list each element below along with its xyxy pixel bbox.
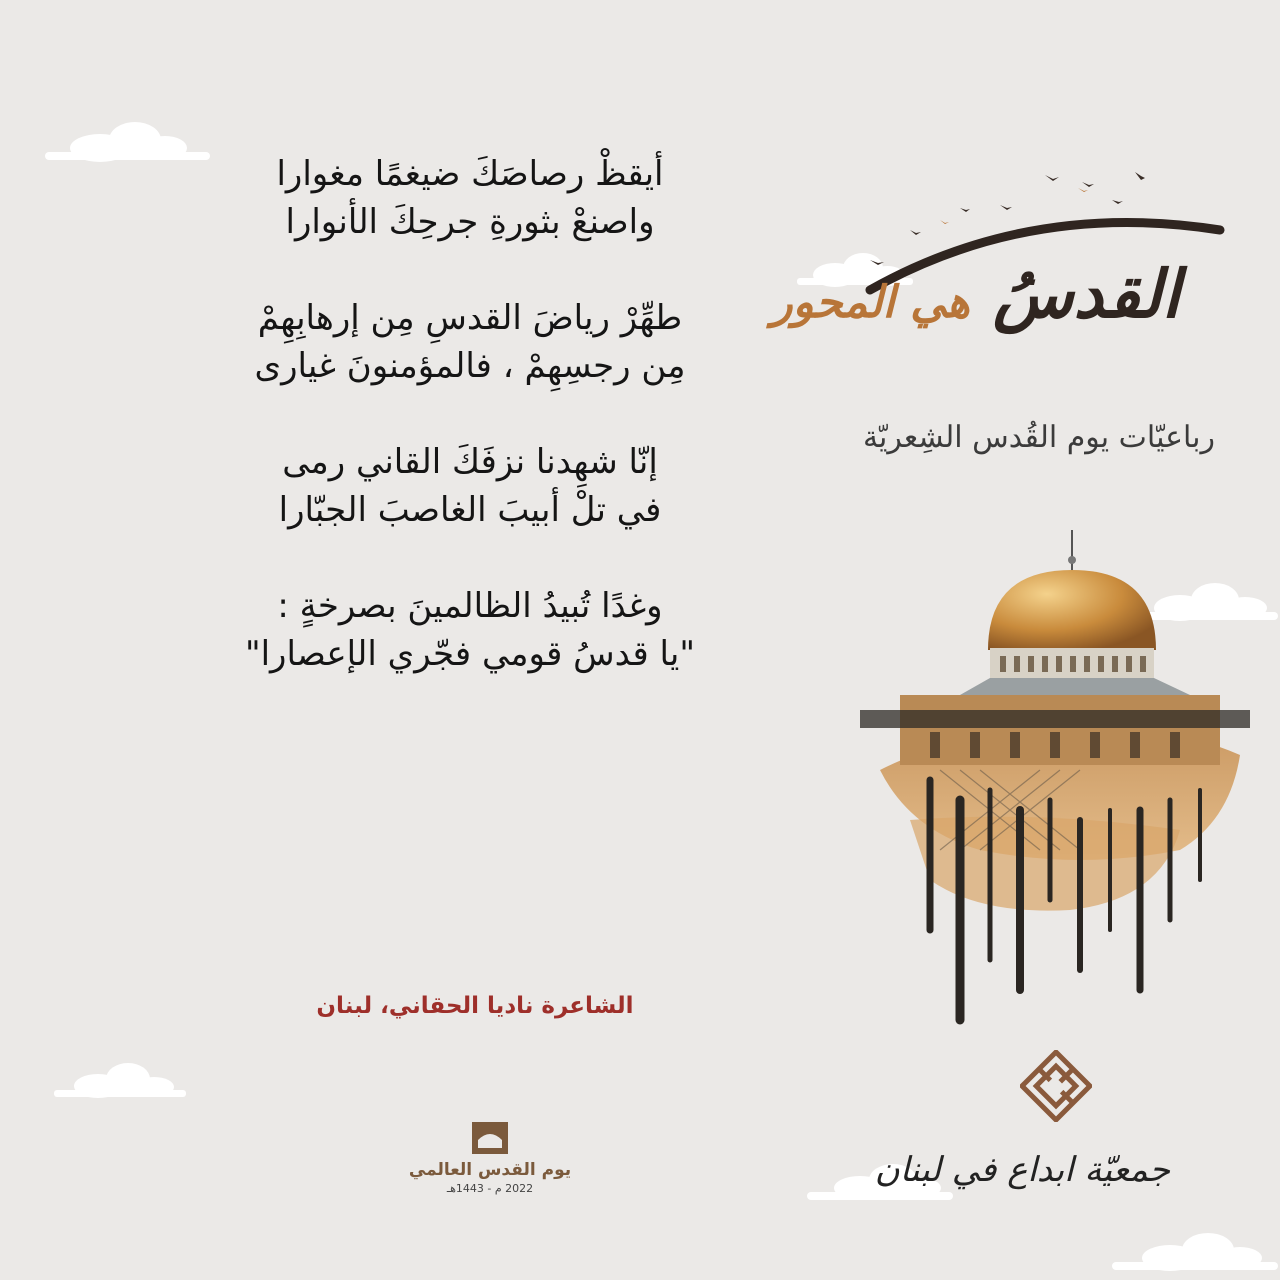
poem-verse: إنّا شهِدنا نزفَكَ القاني رمى (282, 442, 658, 482)
cloud-icon (50, 1060, 190, 1102)
poem-verse: في تلْ أبيبَ الغاصبَ الجبّارا (278, 490, 662, 530)
subtitle: رباعيّات يوم القُدس الشِعريّة (862, 420, 1215, 455)
poem-stanza (150, 294, 790, 390)
poem-stanza (150, 582, 790, 678)
badge-title: يوم القدس العالمي (408, 1160, 572, 1180)
calligraphy-title (771, 160, 1240, 420)
poem-stanza (150, 150, 790, 246)
poem-verse: وغدًا تُبيدُ الظالمينَ بصرخةٍ : (277, 586, 663, 626)
poem-verse: "يا قدسُ قومي فجّري الإعصارا" (244, 634, 696, 674)
poet-signature: الشاعرة ناديا الحقاني، لبنان (316, 993, 634, 1019)
poem-verse: واصنعْ بثورةِ جرحِكَ الأنوارا (285, 202, 655, 242)
mosque-arch-icon (470, 1120, 510, 1156)
calligraphy-accent: هي المحور (771, 277, 970, 328)
poem-stanza (150, 438, 790, 534)
poem-verse: مِن رجسِهِمْ ، فالمؤمنونَ غيارى (254, 346, 686, 386)
poem (150, 150, 790, 726)
calligraphy-text (771, 255, 1180, 333)
poem-verse: أيقظْ رصاصَكَ ضيغمًا مغوارا (276, 154, 664, 194)
badge-year: 2022 م - 1443هـ (446, 1182, 534, 1195)
dome-of-the-rock-illustration (840, 520, 1260, 1060)
cloud-icon (1110, 1230, 1280, 1275)
quds-day-badge (380, 1120, 600, 1195)
kufic-square-logo (1020, 1050, 1092, 1122)
calligraphy-main: القدسُ (992, 255, 1180, 333)
organization-name: جمعيّة ابداع في لبنان (874, 1150, 1170, 1190)
poem-verse: طهِّرْ رياضَ القدسِ مِن إرهابِهِمْ (257, 298, 683, 338)
